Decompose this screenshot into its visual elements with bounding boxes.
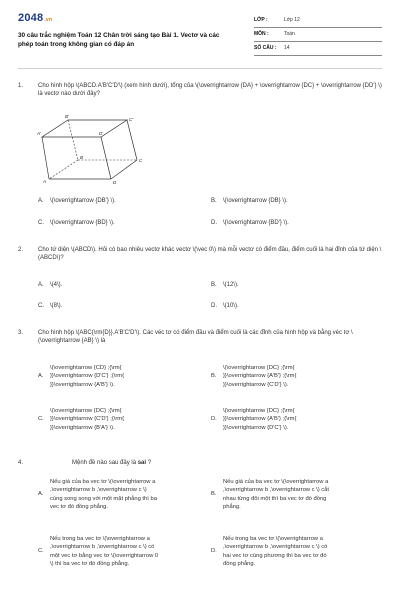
question-1 [18,82,384,98]
option-line: }}\overrightarrow {C'D'} \). [223,381,289,388]
option-line: cùng song song với một mặt phẳng thì ba [50,495,157,502]
option-line: Nếu giá của ba vec tơ \(\overrightarrow a [50,479,156,485]
option-line: phẳng. [223,504,241,511]
question-number: 1. [18,83,24,89]
option-line: đồng phẳng. [223,561,256,568]
option-letter: C. [38,547,44,554]
top-face [42,120,127,137]
option-letter: B. [211,490,217,497]
vertex-label: C [139,158,143,163]
question-text [72,459,384,467]
option-text [223,535,327,569]
header-divider [18,68,382,69]
option-letter: D. [211,415,217,422]
meta-value: Toán [284,31,295,38]
option-letter: D. [211,303,217,309]
hidden-edge [68,120,78,160]
option-text: \(4\). [50,282,63,288]
vertex-label: B [80,155,84,160]
logo-suffix: .vn [44,17,53,23]
option-line: vec tơ đó đồng phẳng. [50,504,108,511]
meta-value: 14 [284,45,290,52]
question-3 [18,329,384,345]
question-number: 4. [18,460,24,466]
meta-key: MÔN : [254,31,269,38]
question-text-part: ? [146,460,152,466]
answer-option[interactable] [38,281,62,289]
answer-option[interactable] [211,197,288,205]
option-line: }}\overrightarrow {A'B'} \). [50,381,115,388]
vertex-label: D [113,180,117,185]
question-4 [18,459,384,467]
option-letter: B. [211,282,217,288]
meta-row-count [254,42,382,56]
answer-option[interactable] [38,197,116,205]
option-letter: A. [38,372,44,379]
option-letter: C. [38,220,44,226]
option-letter: C. [38,415,44,422]
answer-option[interactable] [38,364,124,389]
question-text: Cho hình hộp \(ABC{\rm{D}}.A'B'C'D'\). Các véc tơ có điểm đầu và điểm cuối là các đỉnh của hình hộp và bằng véc tơ \(\overrightarrow {AB} \) là [38,330,353,345]
option-line: Nếu trong ba vec tơ \(\overrightarrow a [223,536,323,542]
vertex-label: D' [99,131,104,136]
answer-option[interactable] [38,302,62,310]
option-letter: A. [38,282,44,288]
option-letter: B. [211,372,217,379]
answer-option[interactable] [38,535,158,569]
option-line: Nếu giá của ba vec tơ \(\overrightarrow a [223,479,329,485]
option-text [50,364,124,389]
option-line: }}\overrightarrow {B'A'} \). [50,424,115,431]
option-text: \(8\). [50,303,63,309]
edge [127,120,137,160]
question-2 [18,246,384,262]
answer-option[interactable] [211,535,327,569]
option-letter: D. [211,220,217,226]
vertex-label: A [43,179,47,184]
answer-option[interactable] [211,302,239,310]
question-text: Cho hình hộp \(ABCD.A'B'C'D'\) (xem hình dưới), tổng của \(\overrightarrow {DA} + \overrightarrow {DC} + \overrightarrow {DD'} \) là vectơ nào dưới đây? [38,83,382,98]
hidden-edge [49,160,78,179]
answer-option[interactable] [38,478,157,512]
logo-text: 2048 [18,12,44,24]
question-number: 2. [18,247,24,253]
option-text: \(10\). [223,303,239,309]
option-text [223,364,296,389]
option-line: Nếu trong ba vec tơ \(\overrightarrow a [50,536,150,542]
question-number: 3. [18,330,24,336]
answer-option[interactable] [211,281,239,289]
option-line: \(\overrightarrow {DC} ;{\rm{ [223,408,295,414]
option-line: }}\overrightarrow {D'C'} ;{\rm{ [50,373,125,380]
option-letter: C. [38,303,44,309]
page-title: 30 câu trắc nghiệm Toán 12 Chân trời sáng tạo Bài 1. Vectơ và các phép toán trong không gian có đáp án [18,32,220,49]
option-letter: D. [211,547,217,554]
answer-option[interactable] [211,219,289,227]
option-text [50,478,157,512]
option-text [223,478,329,512]
option-line: ,\overrightarrow b ,\overrightarrow c \) có [50,544,155,551]
option-text: \(\overrightarrow {BD} \). [50,220,115,226]
edge [42,137,49,179]
option-line: hai vec tơ cùng phương thì ba vec tơ đó [223,552,327,559]
option-letter: B. [211,198,217,204]
edge [101,137,111,179]
option-letter: A. [38,490,44,497]
meta-value: Lớp 12 [284,17,300,24]
page-header [0,0,400,62]
vertex-label: B' [65,114,69,119]
option-text [223,407,296,432]
option-text [50,535,158,569]
option-line: \) thì ba vec tơ đó đồng phẳng. [50,561,130,568]
option-line: }}\overrightarrow {D'C'} \). [223,424,289,431]
meta-key: SỐ CÂU : [254,45,277,52]
site-logo[interactable] [18,11,52,26]
option-text: \(12\). [223,282,239,288]
question-text-part: Mệnh đề nào sau đây là [72,460,138,466]
vertex-label: A' [37,131,41,136]
meta-table [254,14,382,56]
option-letter: A. [38,198,44,204]
option-text: \(\overrightarrow {DB'} \). [50,198,116,204]
option-line: ,\overrightarrow b ,\overrightarrow c \) [50,487,147,494]
vertex-label: C' [129,117,134,122]
answer-option[interactable] [211,478,329,512]
option-line: nhau từng đôi một thì ba vec tơ đó đồng [223,495,327,502]
option-line: }}\overrightarrow {A'B'} ;{\rm{ [223,373,297,380]
option-text: \(\overrightarrow {BD'} \). [223,220,289,226]
option-line: một vec tơ bằng vec tơ \(\overrightarrow 0 [50,552,159,559]
option-line: }}\overrightarrow {C'D'} ;{\rm{ [50,416,125,423]
meta-row-class [254,14,382,28]
meta-row-subject [254,28,382,42]
option-text: \(\overrightarrow {DB} \). [223,198,288,204]
question-emphasis: sai [137,460,147,466]
option-line: \(\overrightarrow {DC} ;{\rm{ [223,365,295,371]
option-line: ,\overrightarrow b ,\overrightarrow c \) cắt [223,487,329,494]
option-line: \(\overrightarrow {CD} ;{\rm{ [50,365,122,371]
question-text: Cho tứ diện \(ABCD\). Hỏi có bao nhiêu vectơ khác vectơ \(\vec 0\) mà mỗi vectơ có điểm đầu, điểm cuối là hai đỉnh của tứ diện \(ABCD\)? [38,247,382,262]
edge [111,160,137,179]
answer-option[interactable] [38,407,124,432]
option-text [50,407,124,432]
option-line: }}\overrightarrow {A'B'} ;{\rm{ [223,416,297,423]
parallelepiped-figure [36,112,156,186]
answer-option[interactable] [211,407,296,432]
meta-key: LỚP : [254,17,268,24]
option-line: \(\overrightarrow {DC} ;{\rm{ [50,408,122,414]
option-line: ,\overrightarrow b ,\overrightarrow c \) có [223,544,328,551]
answer-option[interactable] [38,219,115,227]
answer-option[interactable] [211,364,296,389]
